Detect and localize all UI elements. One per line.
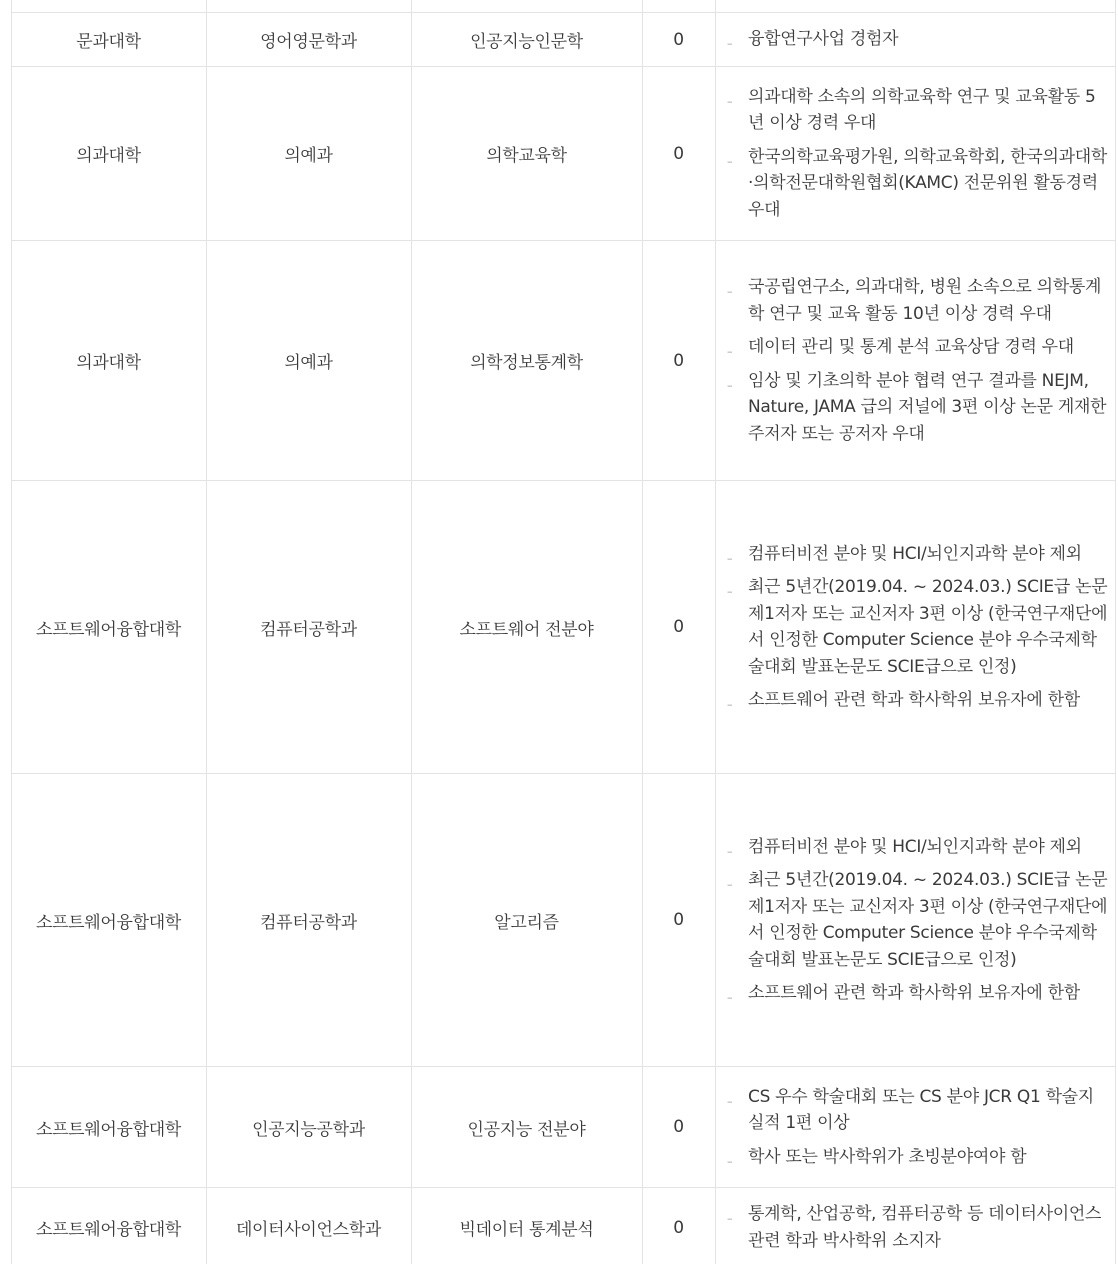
table-row: [11, 774, 1116, 1067]
dash-bullet-icon: –: [727, 585, 733, 598]
count-cell: 0: [673, 1217, 684, 1238]
field-cell: 인공지능 전분야: [467, 1119, 586, 1140]
requirement-text: 국공립연구소, 의과대학, 병원 소속으로 의학통계학 연구 및 교육 활동 10년 이상 경력 우대: [748, 277, 1102, 324]
requirements-cell: [715, 481, 1116, 773]
requirements-cell: [715, 1067, 1116, 1187]
college-cell: 소프트웨어융합대학: [35, 1220, 182, 1240]
table-row: [11, 1188, 1116, 1264]
department-cell: 데이터사이언스학과: [235, 1220, 382, 1240]
table-row: [11, 481, 1116, 774]
requirements-list: [727, 84, 1110, 224]
department-cell: 컴퓨터공학과: [260, 912, 357, 933]
requirement-text: 융합연구사업 경험자: [748, 29, 899, 50]
dash-bullet-icon: –: [727, 1212, 733, 1225]
requirement-text: 컴퓨터비전 분야 및 HCI/뇌인지과학 분야 제외: [748, 543, 1082, 564]
requirement-item: [727, 1084, 1110, 1137]
dash-bullet-icon: –: [727, 94, 733, 108]
table-row: [11, 241, 1116, 481]
requirements-cell: [715, 13, 1116, 66]
requirement-item: [727, 144, 1110, 224]
field-cell: 알고리즘: [494, 912, 559, 933]
requirement-item: [727, 274, 1110, 327]
requirement-item: [727, 1201, 1110, 1254]
requirement-text: 학사 또는 박사학위가 초빙분야여야 함: [748, 1146, 1027, 1167]
requirement-item: [727, 334, 1110, 361]
requirements-list: [727, 1084, 1110, 1171]
table-row: [11, 13, 1116, 67]
requirement-item: [727, 368, 1110, 448]
dash-bullet-icon: –: [727, 878, 733, 891]
dash-bullet-icon: –: [727, 991, 733, 1004]
requirement-text: 컴퓨터비전 분야 및 HCI/뇌인지과학 분야 제외: [748, 836, 1082, 857]
dash-bullet-icon: –: [727, 378, 733, 392]
requirement-item: [727, 867, 1110, 973]
requirement-text: CS 우수 학술대회 또는 CS 분야 JCR Q1 학술지 실적 1편 이상: [748, 1086, 1094, 1134]
field-cell: 인공지능인문학: [470, 32, 583, 52]
count-cell: 0: [673, 1117, 684, 1137]
requirement-item: [727, 980, 1110, 1007]
count-cell: 0: [673, 29, 684, 50]
count-cell: 0: [673, 143, 684, 164]
dash-bullet-icon: –: [727, 698, 733, 711]
requirement-item: [727, 574, 1110, 680]
college-cell: 의과대학: [76, 353, 141, 373]
department-cell: 컴퓨터공학과: [260, 619, 357, 640]
dash-bullet-icon: –: [727, 37, 733, 51]
requirements-cell: [715, 1188, 1116, 1264]
count-cell: 0: [673, 350, 684, 371]
requirement-item: [727, 1144, 1110, 1171]
requirement-item: [727, 541, 1110, 568]
dash-bullet-icon: –: [727, 345, 733, 358]
requirements-list: [727, 834, 1110, 1007]
department-cell: 인공지능공학과: [252, 1119, 365, 1140]
field-cell: 의학정보통계학: [470, 353, 583, 373]
field-cell: 빅데이터 통계분석: [459, 1220, 594, 1240]
dash-bullet-icon: –: [727, 1154, 733, 1168]
requirements-list: [727, 26, 1110, 53]
field-cell: 소프트웨어 전분야: [459, 619, 594, 640]
requirements-list: [727, 1201, 1110, 1254]
field-cell: 의학교육학: [486, 146, 567, 166]
requirements-cell: [715, 774, 1116, 1066]
requirement-item: [727, 687, 1110, 714]
requirement-text: 의과대학 소속의 의학교육학 연구 및 교육활동 5년 이상 경력 우대: [748, 86, 1096, 134]
department-cell: 의예과: [284, 146, 333, 166]
requirement-text: 최근 5년간(2019.04. ~ 2024.03.) SCIE급 논문 제1저자 또는 교신저자 3편 이상 (한국연구재단에서 인정한 Computer Science 분야 우수국제학술대회 발표논문도 SCIE급으로 인정): [748, 577, 1108, 677]
requirement-text: 소프트웨어 관련 학과 학사학위 보유자에 한함: [748, 690, 1080, 710]
count-cell: 0: [673, 910, 684, 930]
requirement-item: [727, 834, 1110, 861]
requirements-cell: [715, 241, 1116, 480]
dash-bullet-icon: –: [727, 551, 733, 565]
requirement-text: 통계학, 산업공학, 컴퓨터공학 등 데이터사이언스 관련 학과 박사학위 소지자: [748, 1204, 1102, 1251]
dash-bullet-icon: –: [727, 1094, 733, 1108]
requirement-item: [727, 84, 1110, 137]
college-cell: 문과대학: [76, 32, 141, 52]
table-row: [11, 67, 1116, 241]
dash-bullet-icon: –: [727, 154, 733, 168]
requirement-text: 소프트웨어 관련 학과 학사학위 보유자에 한함: [748, 983, 1080, 1003]
requirement-text: 임상 및 기초의학 분야 협력 연구 결과를 NEJM, Nature, JAMA 급의 저널에 3편 이상 논문 게재한 주저자 또는 공저자 우대: [748, 370, 1107, 444]
department-cell: 의예과: [284, 353, 333, 373]
requirement-text: 한국의학교육평가원, 의학교육학회, 한국의과대학·의학전문대학원협회(KAMC) 전문위원 활동경력 우대: [748, 146, 1107, 220]
table-row-partial: [11, 0, 1116, 13]
requirements-list: [727, 274, 1110, 447]
requirements-list: [727, 541, 1110, 714]
dash-bullet-icon: –: [727, 285, 733, 298]
table-row: [11, 1067, 1116, 1188]
dash-bullet-icon: –: [727, 844, 733, 858]
college-cell: 소프트웨어융합대학: [35, 912, 182, 933]
requirement-item: [727, 26, 1110, 53]
requirement-text: 최근 5년간(2019.04. ~ 2024.03.) SCIE급 논문 제1저자 또는 교신저자 3편 이상 (한국연구재단에서 인정한 Computer Science 분야 우수국제학술대회 발표논문도 SCIE급으로 인정): [748, 870, 1108, 970]
department-cell: 영어영문학과: [260, 32, 357, 52]
requirements-cell: [715, 67, 1116, 240]
requirement-text: 데이터 관리 및 통계 분석 교육상담 경력 우대: [748, 337, 1074, 357]
college-cell: 의과대학: [76, 146, 141, 166]
count-cell: 0: [673, 617, 684, 637]
college-cell: 소프트웨어융합대학: [35, 1119, 182, 1140]
college-cell: 소프트웨어융합대학: [35, 619, 182, 640]
